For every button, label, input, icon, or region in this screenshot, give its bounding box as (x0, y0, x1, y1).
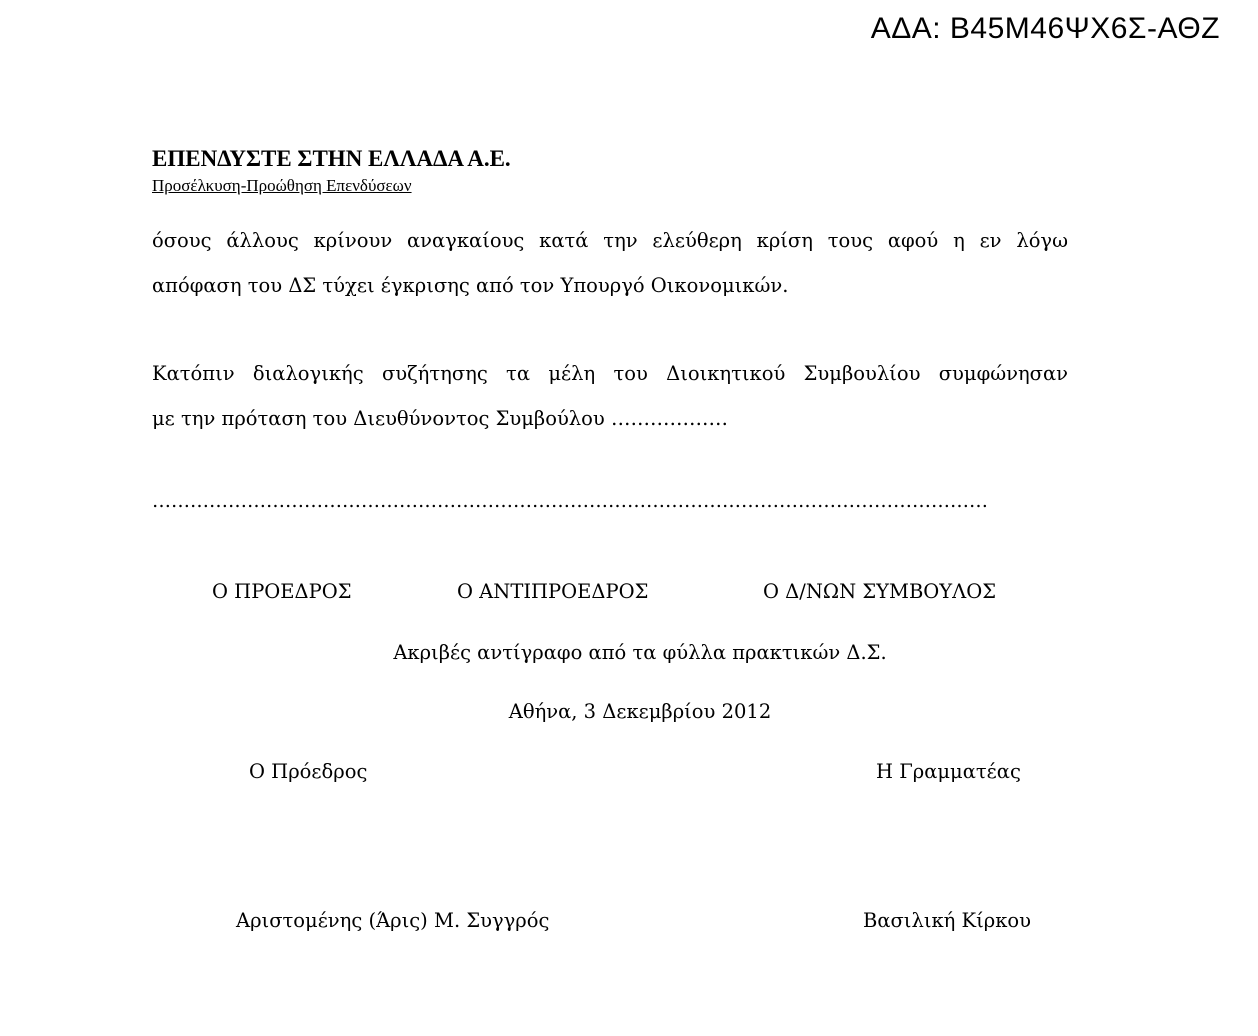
paragraph-line: απόφαση του ΔΣ τύχει έγκρισης από τον Υπουργό Οικονομικών. (152, 274, 789, 297)
dotted-line: …………………………………………………………………………………………………………………… (152, 490, 988, 512)
paragraph-discussion (152, 351, 1068, 441)
organization-name: ΕΠΕΝΔΥΣΤΕ ΣΤΗΝ ΕΛΛΑΔΑ Α.Ε. (152, 146, 511, 171)
copy-note: Ακριβές αντίγραφο από τα φύλλα πρακτικών Δ.Σ. (393, 641, 887, 664)
signature-title-vice-president: Ο ΑΝΤΙΠΡΟΕΔΡΟΣ (457, 580, 649, 603)
role-secretary: Η Γραμματέας (876, 760, 1021, 783)
name-president: Αριστομένης (Άρις) Μ. Συγγρός (236, 909, 550, 932)
ada-code: ΑΔΑ: Β45Μ46ΨΧ6Σ-ΑΘΖ (870, 12, 1220, 45)
paragraph-approval (152, 218, 1068, 308)
signature-title-president: Ο ΠΡΟΕΔΡΟΣ (212, 580, 352, 603)
paragraph-line: με την πρόταση του Διευθύνοντος Συμβούλου ……………… (152, 407, 728, 430)
place-date: Αθήνα, 3 Δεκεμβρίου 2012 (508, 700, 772, 723)
role-president: Ο Πρόεδρος (249, 760, 368, 783)
signature-title-managing-director: Ο Δ/ΝΩΝ ΣΥΜΒΟΥΛΟΣ (763, 580, 997, 603)
name-secretary: Βασιλική Κίρκου (863, 909, 1031, 932)
paragraph-line: Κατόπιν διαλογικής συζήτησης τα μέλη του Διοικητικού Συμβουλίου συμφώνησαν (152, 362, 1068, 385)
organization-subtitle: Προσέλκυση-Προώθηση Επενδύσεων (152, 176, 412, 195)
paragraph-line: όσους άλλους κρίνουν αναγκαίους κατά την ελεύθερη κρίση τους αφού η εν λόγω (152, 229, 1068, 252)
